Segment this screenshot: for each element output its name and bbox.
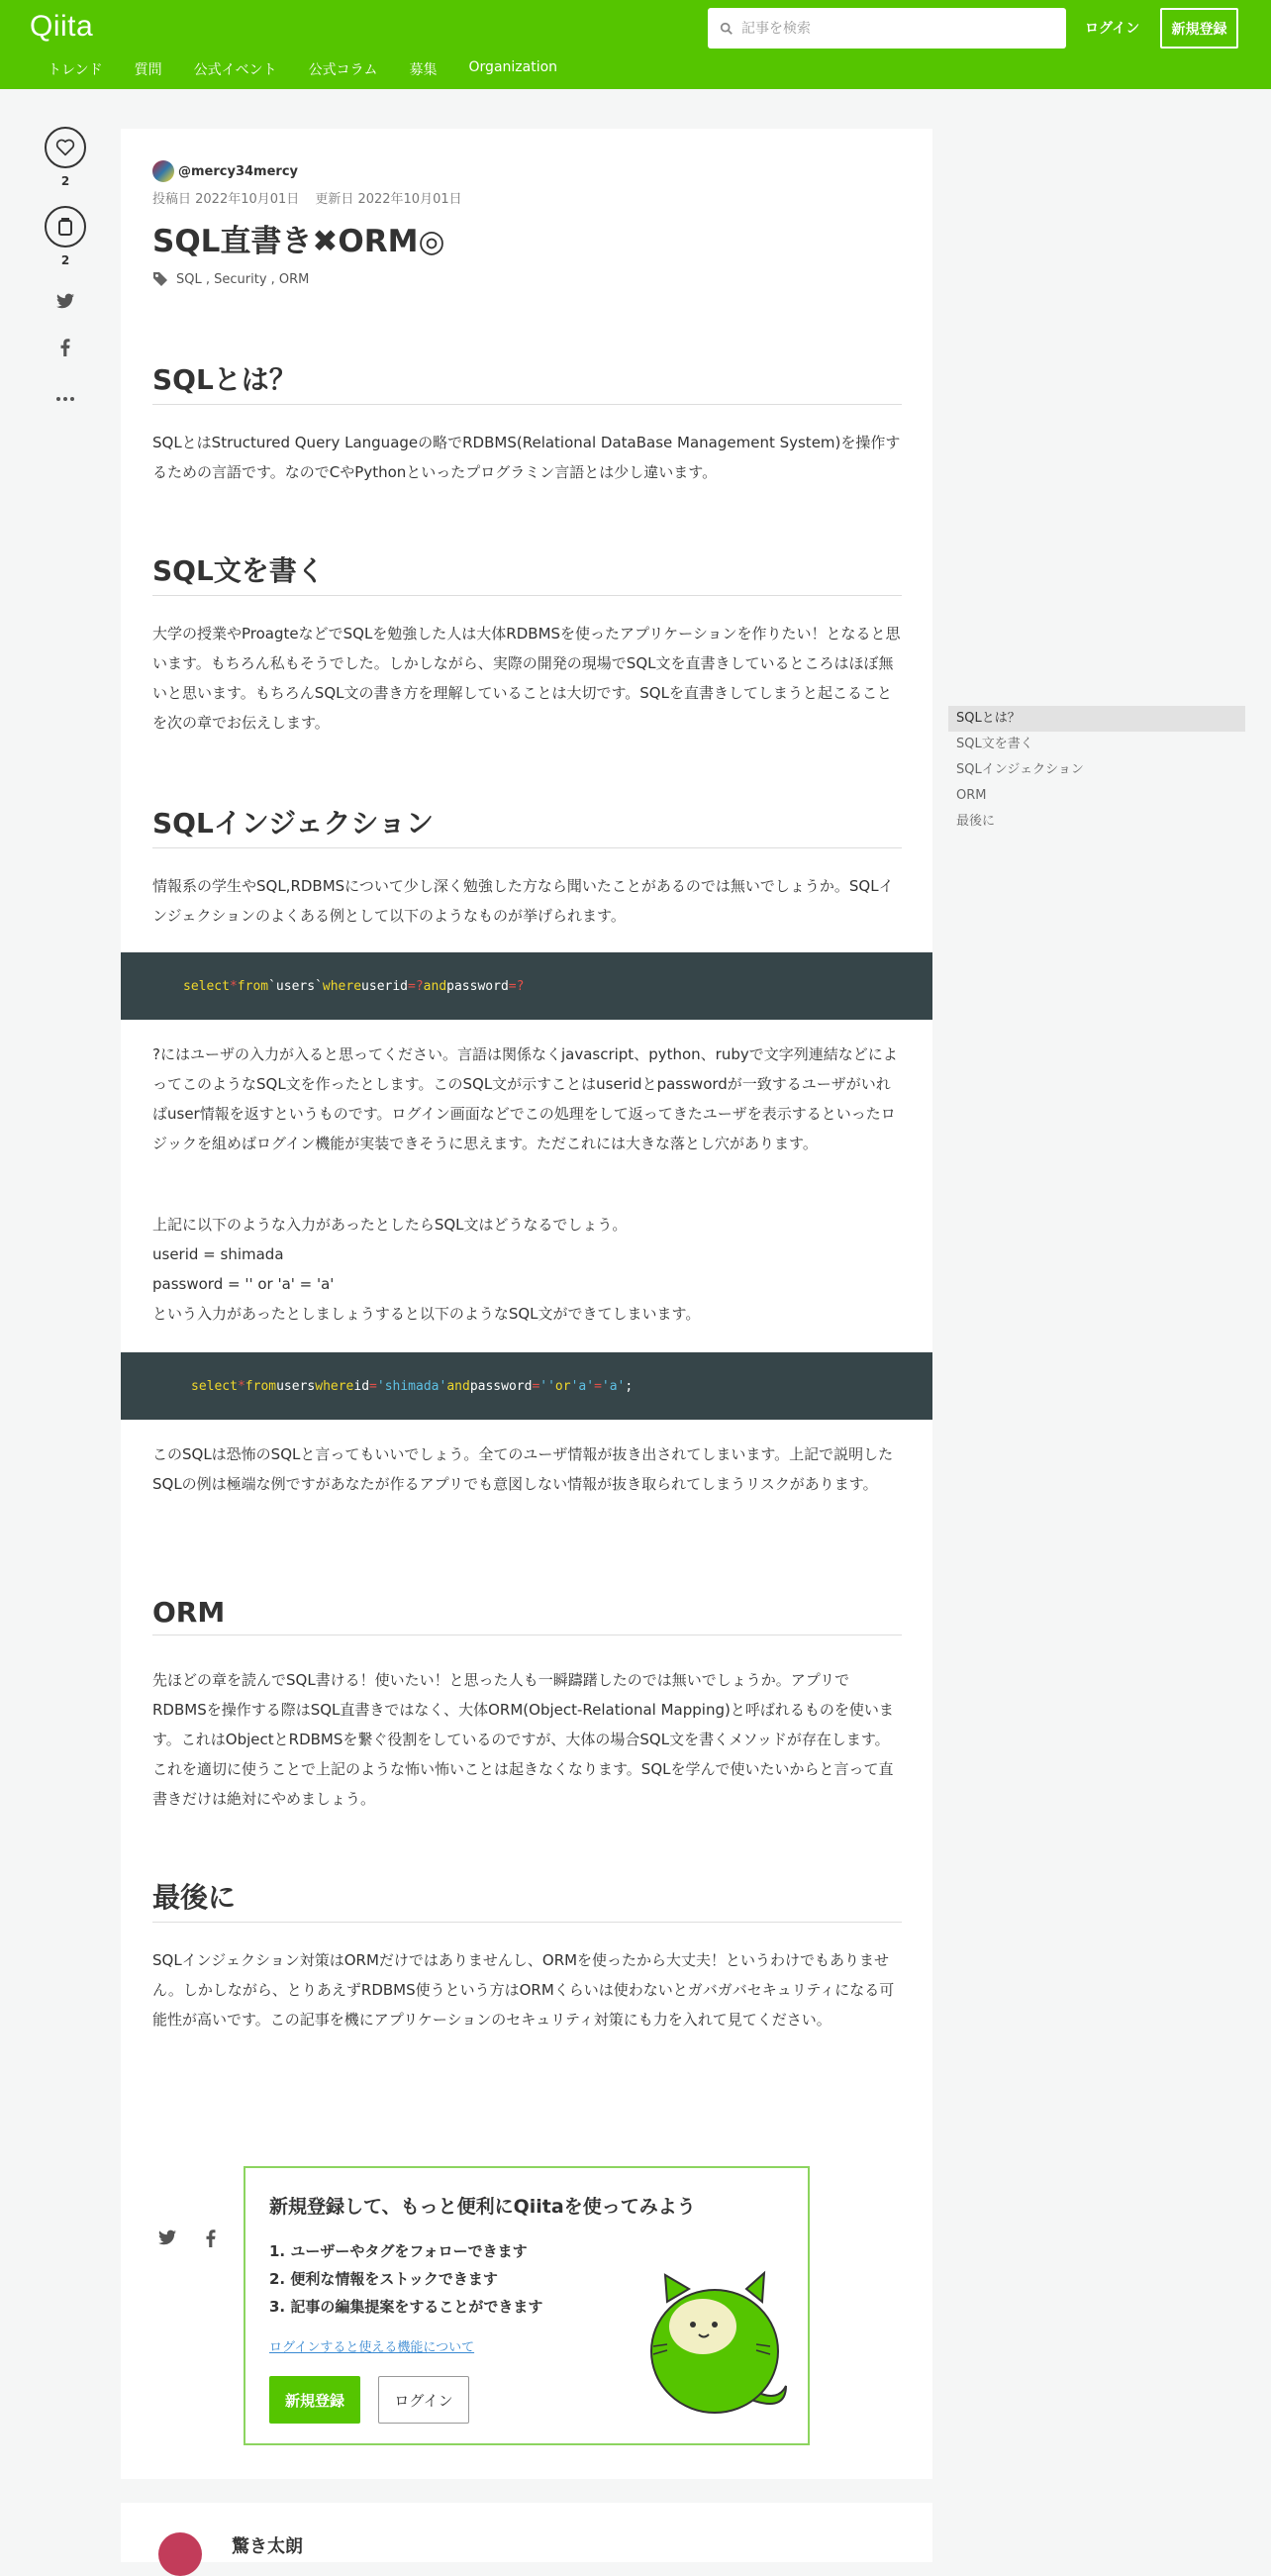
stock-button[interactable]	[45, 206, 86, 248]
nav-trend[interactable]: トレンド	[48, 62, 103, 78]
table-of-contents	[948, 706, 1245, 835]
more-options-button[interactable]	[56, 386, 74, 405]
promo-signup-button[interactable]: 新規登録	[269, 2376, 360, 2424]
author-card-name[interactable]: 驚き太朗	[232, 2536, 303, 2557]
header-signup-button[interactable]: 新規登録	[1160, 8, 1238, 49]
section-heading: SQL文を書く	[152, 549, 902, 596]
paragraph-line: という入力があったとしましょうすると以下のようなSQL文ができてしまいます。	[152, 1305, 701, 1323]
nav-organization[interactable]: Organization	[468, 59, 558, 75]
section-paragraph: このSQLは恐怖のSQLと言ってもいいでしょう。全てのユーザ情報が抜き出されてしまいます。上記で説明したSQLの例は極端な例ですがあなたが作るアプリでも意図しない情報が抜き取られてしまうリスクがあります。	[152, 1445, 894, 1493]
nav-questions[interactable]: 質問	[134, 62, 162, 78]
section-paragraph: SQLインジェクション対策はORMだけではありませんし、ORMを使ったから大丈夫！というわけでもありません。しかしながら、とりあえずRDBMS使うという方はORMくらいは使わないとガバガバセキュリティになる可能性が高いです。この記事を機にアプリケーションのセキュリティ対策にも力を入れて見てください。	[152, 1951, 895, 2029]
facebook-icon[interactable]	[206, 2229, 216, 2247]
tags-text[interactable]: SQL , Security , ORM	[176, 271, 310, 287]
posted-date: 投稿日 2022年10月01日	[152, 192, 300, 207]
toc-item-write-sql[interactable]: SQL文を書く	[956, 737, 1033, 751]
section-paragraph: 大学の授業やProagteなどでSQLを勉強した人は大体RDBMSを使ったアプリケーションを作りたい！となると思います。もちろん私もそうでした。しかしながら、実際の開発の現場でSQL文を直書きしているところはほぼ無いと思います。もちろんSQL文の書き方を理解していることは大切です。SQLを直書きしてしまうと起こることを次の章でお伝えします。	[152, 625, 901, 732]
author-card	[121, 2503, 932, 2562]
search-box[interactable]	[708, 8, 1066, 49]
stock-icon	[57, 217, 73, 237]
search-input[interactable]	[741, 21, 1048, 37]
ellipsis-icon	[56, 397, 74, 401]
nav-official-events[interactable]: 公式イベント	[193, 62, 277, 78]
facebook-share-button[interactable]	[60, 339, 70, 360]
section-paragraph: ?にはユーザの入力が入ると思ってください。言語は関係なくjavascript、python、rubyで文字列連結などによってこのようなSQL文を作ったとします。このSQL文が示すことはuseridとpasswordが一致するユーザがいればuser情報を返すというものです。ログイン画面などでこの処理をして返ってきたユーザを表示するといったロジックを組めばログイン機能が実装できそうに思えます。ただこれには大きな落とし穴があります。	[152, 1045, 898, 1152]
qiitan-mascot-icon	[647, 2267, 791, 2416]
like-count: 2	[60, 174, 70, 188]
updated-date: 更新日 2022年10月01日	[315, 192, 462, 207]
article-action-rail	[44, 127, 87, 405]
section-paragraph	[152, 1210, 902, 1329]
signup-promo	[244, 2166, 810, 2445]
article-title: SQL直書き✖ORM◎	[152, 224, 445, 259]
tag-list	[152, 271, 309, 287]
list-item: 2. 便利な情報をストックできます	[269, 2270, 498, 2288]
code-block[interactable]: select * from `users` where userid = ? and password = ?	[121, 952, 932, 1020]
section-heading: SQLとは？	[152, 358, 902, 405]
toc-item-sql-injection[interactable]: SQLインジェクション	[956, 762, 1084, 777]
qiita-logo[interactable]: Qiita	[30, 10, 94, 43]
signup-promo-title: 新規登録して、もっと便利にQiitaを使ってみよう	[269, 2196, 696, 2218]
article-share	[158, 2229, 216, 2247]
list-item: 3. 記事の編集提案をすることができます	[269, 2298, 543, 2316]
author-avatar[interactable]	[158, 2532, 202, 2576]
section-paragraph: 情報系の学生やSQL,RDBMSについて少し深く勉強した方なら聞いたことがあるのでは無いでしょうか。SQLインジェクションのよくある例として以下のようなものが挙げられます。	[152, 877, 894, 925]
toc-item-conclusion[interactable]: 最後に	[956, 814, 996, 829]
paragraph-line: 上記に以下のような入力があったとしたらSQL文はどうなるでしょう。	[152, 1216, 628, 1234]
heart-icon	[55, 139, 75, 156]
global-header	[0, 0, 1271, 89]
facebook-icon	[60, 339, 70, 356]
section-heading: 最後に	[152, 1876, 902, 1923]
tag-icon	[152, 271, 168, 287]
header-login-link[interactable]: ログイン	[1085, 21, 1140, 37]
twitter-share-button[interactable]	[56, 293, 74, 313]
article-dates	[152, 188, 478, 207]
paragraph-line: password = '' or 'a' = 'a'	[152, 1275, 335, 1293]
nav-official-columns[interactable]: 公式コラム	[308, 62, 378, 78]
twitter-icon	[56, 293, 74, 309]
paragraph-line: userid = shimada	[152, 1245, 284, 1263]
author-info[interactable]	[152, 160, 298, 182]
section-heading: SQLインジェクション	[152, 802, 902, 848]
list-item: 1. ユーザーやタグをフォローできます	[269, 2242, 528, 2260]
global-nav	[48, 59, 589, 79]
toc-item-orm[interactable]: ORM	[956, 788, 987, 803]
section-paragraph: SQLとはStructured Query Languageの略でRDBMS(Relational DataBase Management System)を操作するための言語です。なのでCやPythonといったプログラミン言語とは少し違います。	[152, 434, 901, 481]
stock-count: 2	[60, 253, 70, 267]
nav-recruitment[interactable]: 募集	[409, 62, 438, 78]
code-block[interactable]: select * from users where id = 'shimada' and password = '' or 'a' = 'a' ;	[121, 1352, 932, 1420]
promo-login-button[interactable]: ログイン	[378, 2376, 469, 2424]
article-card	[121, 129, 932, 2479]
search-icon	[720, 22, 733, 36]
section-paragraph: 先ほどの章を読んでSQL書ける！使いたい！と思った人も一瞬躊躇したのでは無いでしょうか。アプリでRDBMSを操作する際はSQL直書きではなく、大体ORM(Object-Relational Mapping)と呼ばれるものを使います。これはObjectとRDBMSを繋ぐ役割をしているのですが、大体の場合SQL文を書くメソッドが存在します。これを適切に使うことで上記のような怖い怖いことは起きなくなります。SQLを学んで使いたいからと言って直書きだけは絶対にやめましょう。	[152, 1671, 894, 1808]
twitter-icon[interactable]	[158, 2229, 176, 2245]
author-avatar[interactable]	[152, 160, 174, 182]
signup-feature-list	[269, 2237, 542, 2321]
section-heading: ORM	[152, 1596, 902, 1635]
author-name[interactable]: @mercy34mercy	[178, 163, 298, 179]
like-button[interactable]	[45, 127, 86, 168]
login-features-link[interactable]: ログインすると使える機能について	[269, 2340, 475, 2355]
toc-item-sql[interactable]: SQLとは？	[948, 706, 1245, 732]
